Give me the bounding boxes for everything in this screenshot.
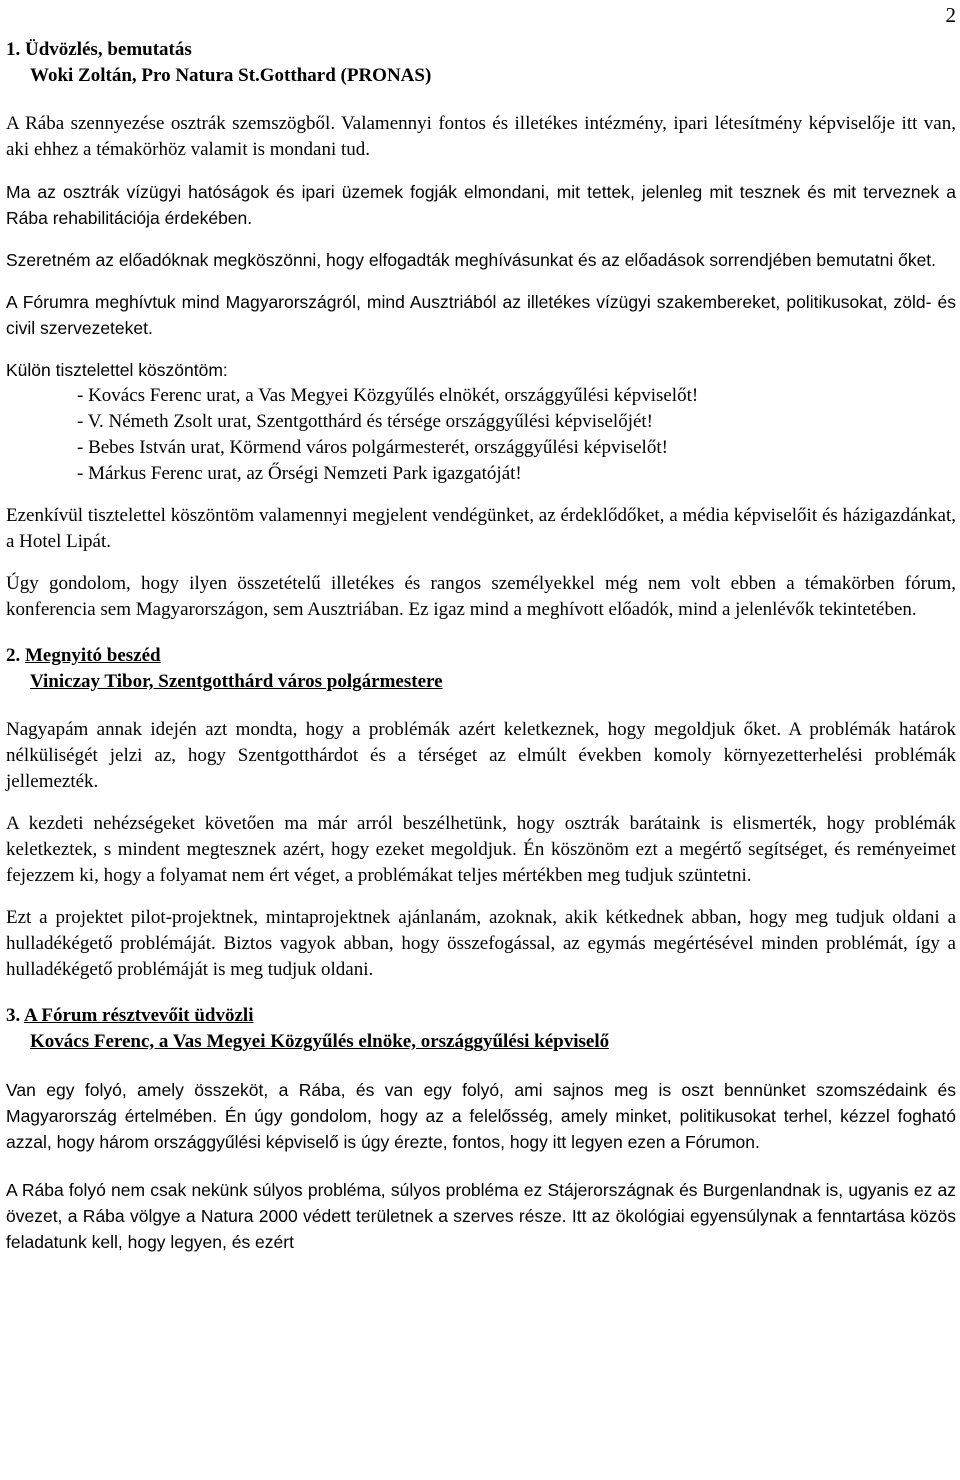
section-heading-2 (6, 643, 956, 695)
paragraph: A Rába szennyezése osztrák szemszögből. Valamennyi fontos és illetékes intézmény, ipari létesítmény képviselője itt van, aki ehhez a témakörhöz valamit is mondani tud. (6, 113, 956, 160)
paragraph: A Fórumra meghívtuk mind Magyarországról, mind Ausztriából az illetékes vízügyi szakembereket, politikusokat, zöld- és civil szervezeteket. (6, 292, 956, 338)
section-number: 1. (6, 39, 21, 60)
section-speaker: Woki Zoltán, Pro Natura St.Gotthard (PRONAS) (30, 65, 432, 86)
section-title: A Fórum résztvevőit üdvözli (23, 1005, 254, 1026)
section-number: 2. (6, 645, 21, 666)
paragraph: A Rába folyó nem csak nekünk súlyos probléma, súlyos probléma ez Stájerországnak és Burgenlandnak is, ugyanis ez az övezet, a Rába völgye a Natura 2000 védett területnek a szerves része. Itt az ökológiai egyensúlynak a fenntartása közös feladatunk kell, hogy legyen, és ezért (6, 1180, 956, 1252)
greeting-item: - V. Németh Zsolt urat, Szentgotthárd és térsége országgyűlési képviselőjét! (77, 411, 654, 432)
section-heading-3 (6, 1003, 956, 1055)
section-speaker: Kovács Ferenc, a Vas Megyei Közgyűlés elnöke, országgyűlési képviselő (30, 1031, 610, 1052)
page-number: 2 (945, 3, 956, 27)
section-title: Üdvözlés, bemutatás (25, 39, 192, 60)
greeting-item: - Bebes István urat, Körmend város polgármesterét, országgyűlési képviselőt! (77, 437, 668, 458)
section-speaker: Viniczay Tibor, Szentgotthárd város polgármestere (30, 671, 443, 692)
greeting-list (6, 383, 956, 487)
paragraph: Ezt a projektet pilot-projektnek, mintaprojektnek ajánlanám, azoknak, akik kétkednek abban, hogy meg tudjuk oldani a hulladékégető problémáját. Biztos vagyok abban, hogy összefogással, az egymás megértésével minden problémát, így a hulladékégető problémáját is meg tudjuk oldani. (6, 907, 956, 980)
paragraph: Van egy folyó, amely összeköt, a Rába, és van egy folyó, ami sajnos meg is oszt bennünket szomszédaink és Magyarország értelmében. Én úgy gondolom, hogy az a felelősség, amely minket, politikusokat terhel, kézzel fogható azzal, hogy három országgyűlési képviselő is úgy érezte, fontos, hogy itt legyen ezen a Fórumon. (6, 1080, 956, 1152)
paragraph: Ezenkívül tisztelettel köszöntöm valamennyi megjelent vendégünket, az érdeklődőket, a média képviselőit és házigazdánkat, a Hotel Lipát. (6, 505, 956, 552)
paragraph: Ma az osztrák vízügyi hatóságok és ipari üzemek fogják elmondani, mit tettek, jelenleg mit tesznek és mit terveznek a Rába rehabilitációja érdekében. (6, 182, 956, 228)
greeting-item: - Kovács Ferenc urat, a Vas Megyei Közgyűlés elnökét, országgyűlési képviselőt! (77, 385, 699, 406)
greeting-intro: Külön tisztelettel köszöntöm: (6, 360, 228, 380)
paragraph: Szeretném az előadóknak megköszönni, hogy elfogadták meghívásunkat és az előadások sorrendjében bemutatni őket. (6, 250, 937, 270)
paragraph: Úgy gondolom, hogy ilyen összetételű illetékes és rangos személyekkel még nem volt ebben a témakörben fórum, konferencia sem Magyarországon, sem Ausztriában. Ez igaz mind a meghívott előadók, mind a jelenlévők tekintetében. (6, 573, 956, 620)
paragraph: A kezdeti nehézségeket követően ma már arról beszélhetünk, hogy osztrák barátaink is elismerték, hogy problémák keletkeztek, s mindent megtesznek azért, hogy ezeket megoldjuk. Én köszönöm ezt a megértő segítséget, és reményeimet fejezzem ki, hogy a folyamat nem ért véget, a problémákat teljes mértékben meg tudjuk szüntetni. (6, 813, 956, 886)
paragraph: Nagyapám annak idején azt mondta, hogy a problémák azért keletkeznek, hogy megoldjuk őket. A problémák határok nélküliségét jelzi az, hogy Szentgotthárdot és a térséget az elmúlt években komoly környezetterhelési problémák jellemezték. (6, 719, 956, 792)
section-heading-1 (6, 37, 956, 89)
greeting-item: - Márkus Ferenc urat, az Őrségi Nemzeti Park igazgatóját! (77, 463, 522, 484)
document-body (6, 37, 956, 1271)
section-title: Megnyitó beszéd (25, 645, 161, 666)
section-number: 3. (6, 1005, 21, 1026)
